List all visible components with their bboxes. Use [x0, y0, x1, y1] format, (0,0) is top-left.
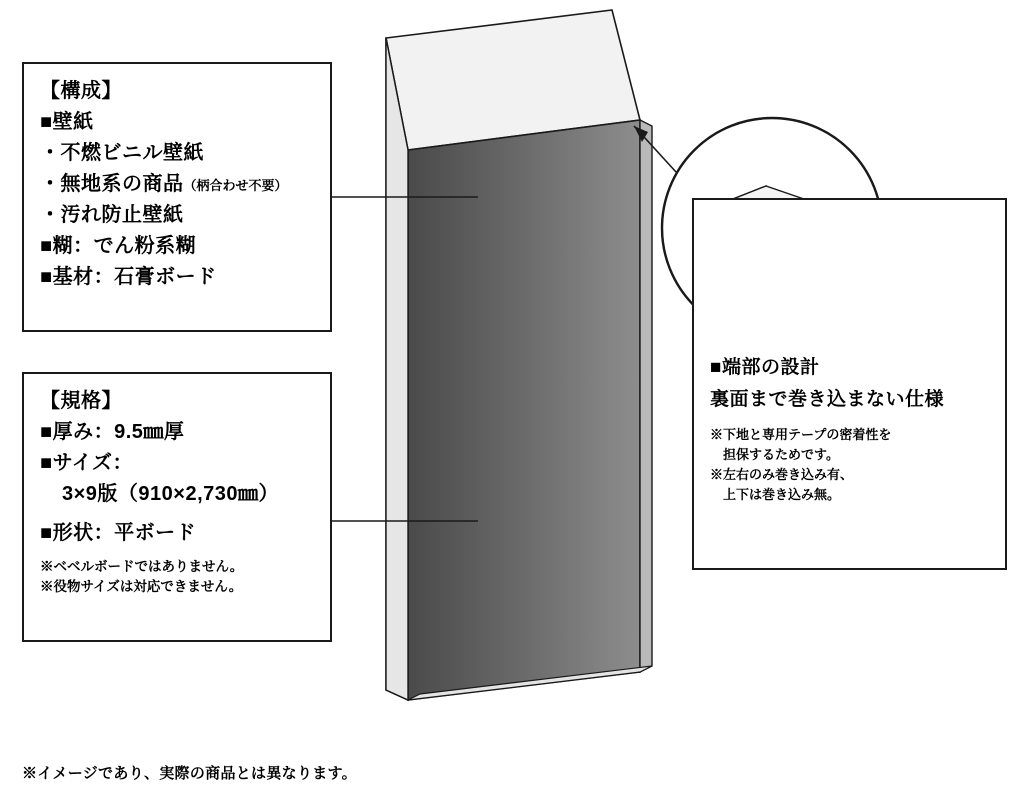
- spec-spacer: [40, 510, 314, 518]
- edge-note-1a: ※下地と専用テープの密着性を: [710, 426, 892, 442]
- edge-design-callout-box: [692, 198, 1007, 570]
- composition-item-paste: ■糊：でん粉系糊: [40, 235, 197, 257]
- composition-item-plain-suffix: （柄合わせ不要）: [183, 178, 288, 193]
- composition-item-stainproof: ・汚れ防止壁紙: [40, 204, 184, 226]
- edge-note-2b: 上下は巻き込み無。: [710, 487, 841, 503]
- composition-item-plain: [40, 169, 314, 200]
- edge-subtitle: 裏面まで巻き込まない仕様: [710, 389, 945, 411]
- composition-item-wallpaper: ■壁紙: [40, 111, 94, 133]
- board-side-strip: [386, 38, 408, 700]
- spec-thickness: ■厚み：9.5㎜厚: [40, 421, 185, 443]
- edge-note-1b: 担保するためです。: [710, 446, 839, 462]
- spec-note-fittings: ※役物サイズは対応できません。: [40, 579, 243, 595]
- spec-callout-box: [22, 372, 332, 642]
- composition-item-substrate: ■基材：石膏ボード: [40, 266, 217, 288]
- edge-note-2a: ※左右のみ巻き込み有、: [710, 466, 854, 482]
- composition-header: 【構成】: [40, 80, 122, 102]
- edge-header: ■端部の設計: [710, 357, 820, 378]
- spec-note-bevel: ※ベベルボードではありません。: [40, 559, 244, 574]
- image-disclaimer: ※イメージであり、実際の商品とは異なります。: [22, 765, 357, 782]
- composition-item-plain-text: ・無地系の商品: [40, 173, 184, 195]
- spec-header: 【規格】: [40, 390, 122, 412]
- board-front-face: [408, 120, 640, 700]
- spec-spacer-2: [40, 549, 314, 557]
- spec-size-label: ■サイズ：: [40, 452, 133, 474]
- board-right-edge: [640, 120, 652, 672]
- gypsum-board: [386, 10, 652, 700]
- composition-callout-box: [22, 62, 332, 332]
- composition-item-nonflammable: ・不燃ビニル壁紙: [40, 142, 204, 164]
- spec-shape: ■形状：平ボード: [40, 522, 197, 544]
- spec-size-value: 3×9版（910×2,730㎜）: [62, 483, 280, 505]
- edge-spacer: [710, 417, 991, 425]
